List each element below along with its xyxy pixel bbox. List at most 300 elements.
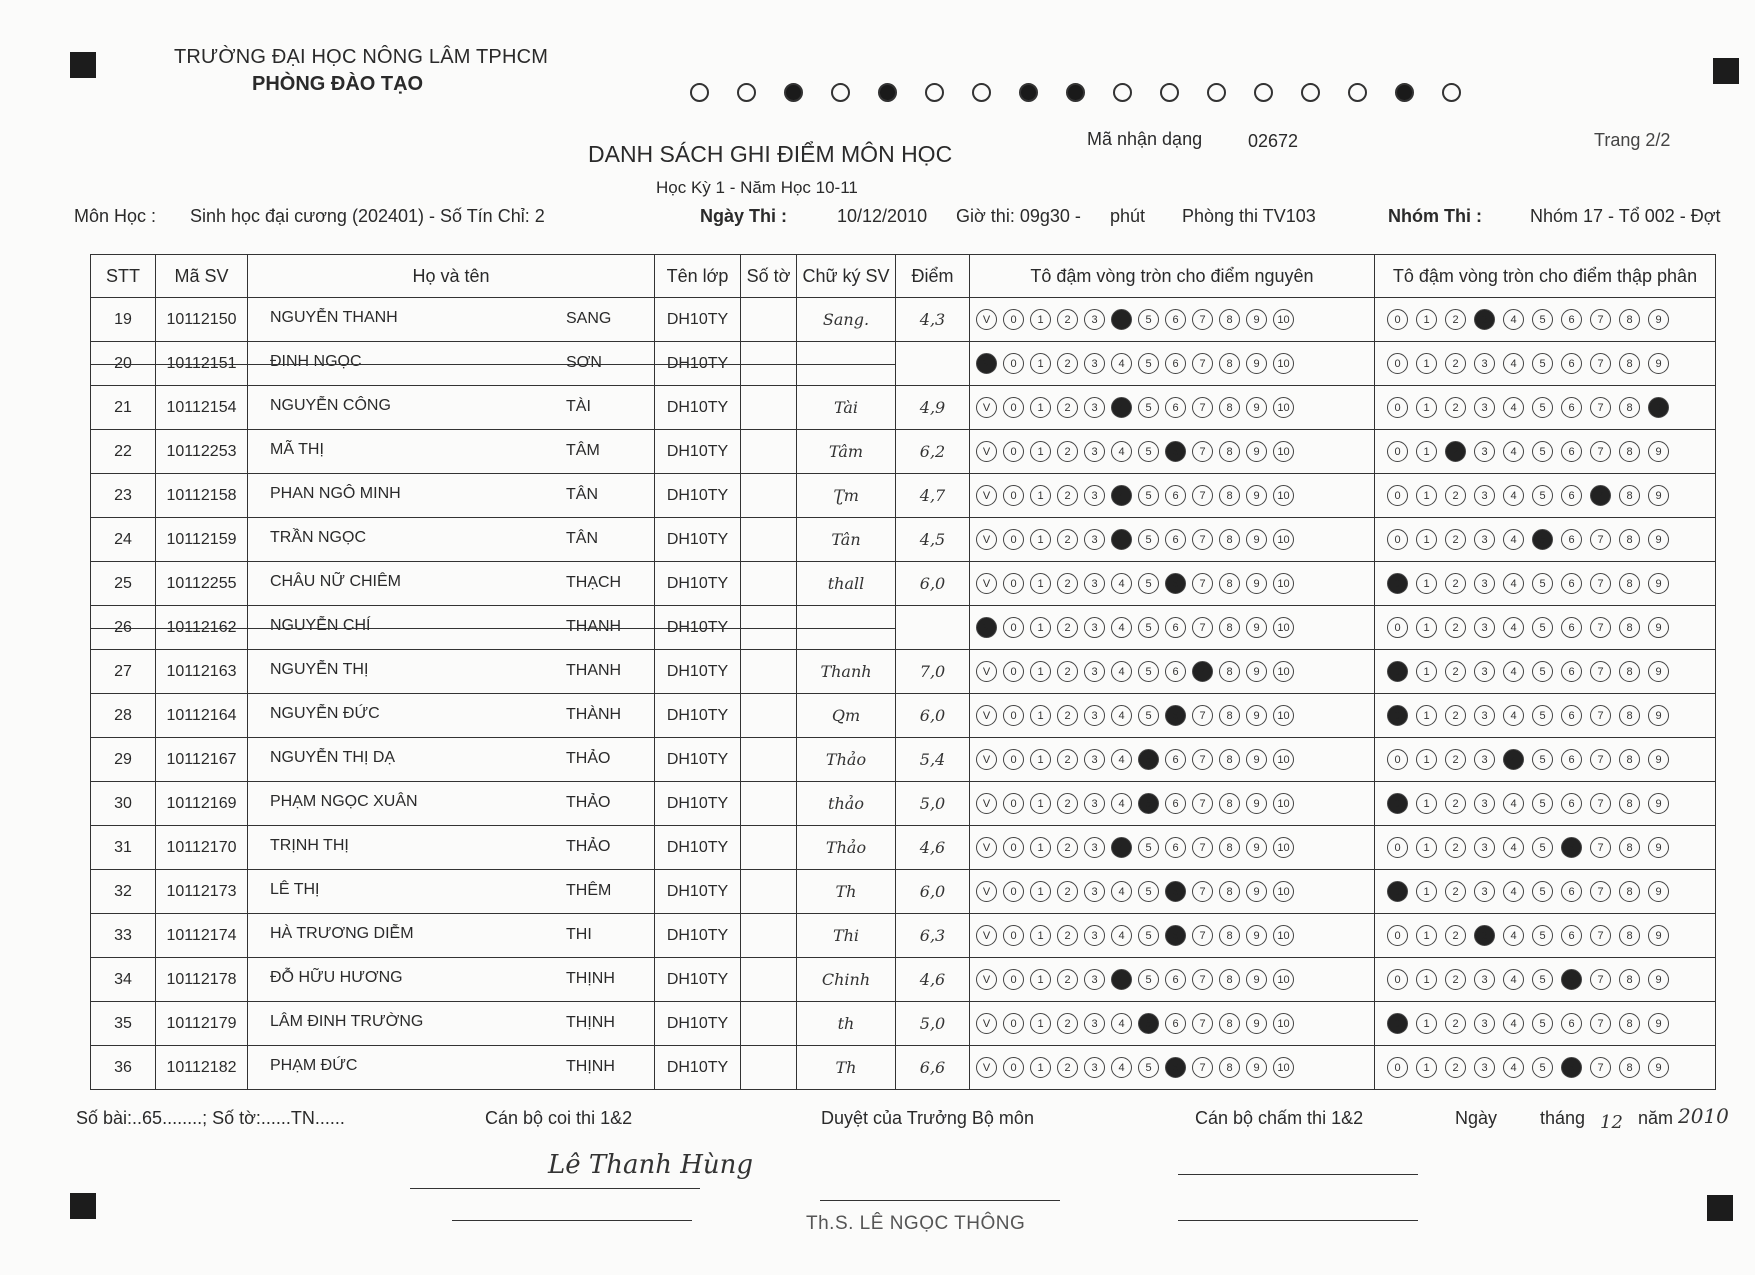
decimal-bubble[interactable]: 9 — [1648, 749, 1669, 770]
decimal-bubble[interactable]: 8 — [1619, 529, 1640, 550]
decimal-bubble[interactable]: 2 — [1445, 749, 1466, 770]
decimal-bubble[interactable]: 5 — [1532, 793, 1553, 814]
decimal-bubble[interactable]: 1 — [1416, 705, 1437, 726]
integer-bubble[interactable]: 3 — [1084, 925, 1105, 946]
integer-bubble[interactable]: 8 — [1219, 397, 1240, 418]
decimal-bubble[interactable]: 6 — [1561, 617, 1582, 638]
integer-bubble[interactable]: V — [976, 309, 997, 330]
integer-bubble[interactable]: 2 — [1057, 969, 1078, 990]
integer-bubble[interactable]: 0 — [1003, 1057, 1024, 1078]
integer-bubble[interactable]: 9 — [1246, 573, 1267, 594]
integer-bubble[interactable]: V — [976, 573, 997, 594]
decimal-bubble[interactable]: 6 — [1561, 661, 1582, 682]
integer-bubble[interactable]: 9 — [1246, 705, 1267, 726]
integer-bubble[interactable]: 5 — [1138, 573, 1159, 594]
integer-bubble[interactable]: 4 — [1111, 705, 1132, 726]
decimal-bubble[interactable]: 0 — [1387, 881, 1408, 902]
decimal-bubble[interactable]: 7 — [1590, 1057, 1611, 1078]
integer-bubble[interactable]: 7 — [1192, 309, 1213, 330]
integer-bubble[interactable]: 5 — [1138, 309, 1159, 330]
integer-bubble[interactable]: 6 — [1165, 573, 1186, 594]
integer-bubble[interactable]: 7 — [1192, 441, 1213, 462]
decimal-bubble[interactable]: 7 — [1590, 441, 1611, 462]
decimal-bubble[interactable]: 1 — [1416, 793, 1437, 814]
decimal-bubble[interactable]: 1 — [1416, 661, 1437, 682]
integer-bubble[interactable]: 6 — [1165, 705, 1186, 726]
integer-bubble[interactable]: 3 — [1084, 573, 1105, 594]
decimal-bubble[interactable]: 7 — [1590, 925, 1611, 946]
decimal-bubble[interactable]: 5 — [1532, 1057, 1553, 1078]
decimal-bubble[interactable]: 4 — [1503, 617, 1524, 638]
integer-bubble[interactable]: 7 — [1192, 969, 1213, 990]
integer-bubble[interactable]: 3 — [1084, 397, 1105, 418]
decimal-bubble[interactable]: 2 — [1445, 441, 1466, 462]
decimal-bubble[interactable]: 4 — [1503, 309, 1524, 330]
integer-bubble[interactable]: 7 — [1192, 837, 1213, 858]
integer-bubble[interactable]: 2 — [1057, 1057, 1078, 1078]
integer-bubble[interactable]: 8 — [1219, 353, 1240, 374]
integer-bubble[interactable]: 1 — [1030, 397, 1051, 418]
decimal-bubble[interactable]: 2 — [1445, 705, 1466, 726]
integer-bubble[interactable]: V — [976, 837, 997, 858]
decimal-bubble[interactable]: 3 — [1474, 749, 1495, 770]
integer-bubble[interactable]: 8 — [1219, 485, 1240, 506]
decimal-bubble[interactable]: 3 — [1474, 529, 1495, 550]
integer-bubble[interactable]: 8 — [1219, 1013, 1240, 1034]
integer-bubble[interactable]: 1 — [1030, 617, 1051, 638]
integer-bubble[interactable]: 7 — [1192, 485, 1213, 506]
integer-bubble[interactable]: 0 — [1003, 441, 1024, 462]
decimal-bubble[interactable]: 1 — [1416, 441, 1437, 462]
integer-bubble[interactable]: 1 — [1030, 925, 1051, 946]
decimal-bubble[interactable]: 2 — [1445, 661, 1466, 682]
decimal-bubble[interactable]: 5 — [1532, 309, 1553, 330]
decimal-bubble[interactable]: 3 — [1474, 353, 1495, 374]
integer-bubble[interactable]: 7 — [1192, 1013, 1213, 1034]
decimal-bubble[interactable]: 7 — [1590, 309, 1611, 330]
integer-bubble[interactable]: 7 — [1192, 573, 1213, 594]
decimal-bubble[interactable]: 8 — [1619, 485, 1640, 506]
integer-bubble[interactable]: 4 — [1111, 397, 1132, 418]
integer-bubble[interactable]: 5 — [1138, 969, 1159, 990]
integer-bubble[interactable]: 3 — [1084, 529, 1105, 550]
decimal-bubble[interactable]: 6 — [1561, 353, 1582, 374]
integer-bubble[interactable]: 1 — [1030, 441, 1051, 462]
integer-bubble[interactable]: 7 — [1192, 1057, 1213, 1078]
integer-bubble[interactable]: 7 — [1192, 617, 1213, 638]
decimal-bubble[interactable]: 2 — [1445, 353, 1466, 374]
integer-bubble[interactable]: 8 — [1219, 925, 1240, 946]
integer-bubble[interactable]: 1 — [1030, 485, 1051, 506]
integer-bubble[interactable]: 2 — [1057, 749, 1078, 770]
decimal-bubble[interactable]: 6 — [1561, 749, 1582, 770]
integer-bubble[interactable]: 1 — [1030, 1057, 1051, 1078]
decimal-bubble[interactable]: 9 — [1648, 705, 1669, 726]
integer-bubble[interactable]: 4 — [1111, 485, 1132, 506]
decimal-bubble[interactable]: 2 — [1445, 529, 1466, 550]
integer-bubble[interactable]: 6 — [1165, 969, 1186, 990]
integer-bubble[interactable]: 10 — [1273, 1013, 1294, 1034]
decimal-bubble[interactable]: 4 — [1503, 837, 1524, 858]
integer-bubble[interactable]: 8 — [1219, 749, 1240, 770]
decimal-bubble[interactable]: 3 — [1474, 793, 1495, 814]
decimal-bubble[interactable]: 0 — [1387, 485, 1408, 506]
integer-bubble[interactable]: 2 — [1057, 397, 1078, 418]
decimal-bubble[interactable]: 4 — [1503, 353, 1524, 374]
decimal-bubble[interactable]: 4 — [1503, 397, 1524, 418]
decimal-bubble[interactable]: 6 — [1561, 1057, 1582, 1078]
decimal-bubble[interactable]: 5 — [1532, 485, 1553, 506]
integer-bubble[interactable]: 10 — [1273, 353, 1294, 374]
integer-bubble[interactable]: 4 — [1111, 661, 1132, 682]
integer-bubble[interactable]: 2 — [1057, 529, 1078, 550]
decimal-bubble[interactable]: 7 — [1590, 353, 1611, 374]
decimal-bubble[interactable]: 1 — [1416, 529, 1437, 550]
integer-bubble[interactable]: 8 — [1219, 705, 1240, 726]
integer-bubble[interactable]: 5 — [1138, 1057, 1159, 1078]
integer-bubble[interactable]: 9 — [1246, 309, 1267, 330]
integer-bubble[interactable]: 0 — [1003, 573, 1024, 594]
decimal-bubble[interactable]: 6 — [1561, 309, 1582, 330]
integer-bubble[interactable]: 6 — [1165, 881, 1186, 902]
decimal-bubble[interactable]: 4 — [1503, 441, 1524, 462]
decimal-bubble[interactable]: 2 — [1445, 485, 1466, 506]
integer-bubble[interactable]: 0 — [1003, 661, 1024, 682]
integer-bubble[interactable]: 8 — [1219, 441, 1240, 462]
decimal-bubble[interactable]: 9 — [1648, 661, 1669, 682]
integer-bubble[interactable]: V — [976, 441, 997, 462]
decimal-bubble[interactable]: 7 — [1590, 529, 1611, 550]
decimal-bubble[interactable]: 4 — [1503, 485, 1524, 506]
integer-bubble[interactable]: 10 — [1273, 309, 1294, 330]
decimal-bubble[interactable]: 2 — [1445, 617, 1466, 638]
decimal-bubble[interactable]: 6 — [1561, 837, 1582, 858]
decimal-bubble[interactable]: 4 — [1503, 661, 1524, 682]
decimal-bubble[interactable]: 2 — [1445, 1013, 1466, 1034]
integer-bubble[interactable]: 2 — [1057, 617, 1078, 638]
integer-bubble[interactable]: V — [976, 661, 997, 682]
integer-bubble[interactable]: 7 — [1192, 793, 1213, 814]
decimal-bubble[interactable]: 0 — [1387, 925, 1408, 946]
integer-bubble[interactable]: 9 — [1246, 397, 1267, 418]
decimal-bubble[interactable]: 6 — [1561, 397, 1582, 418]
decimal-bubble[interactable]: 0 — [1387, 309, 1408, 330]
integer-bubble[interactable]: 8 — [1219, 969, 1240, 990]
decimal-bubble[interactable]: 7 — [1590, 397, 1611, 418]
integer-bubble[interactable]: 6 — [1165, 485, 1186, 506]
integer-bubble[interactable]: 0 — [1003, 485, 1024, 506]
decimal-bubble[interactable]: 1 — [1416, 925, 1437, 946]
integer-bubble[interactable]: 3 — [1084, 969, 1105, 990]
decimal-bubble[interactable]: 1 — [1416, 353, 1437, 374]
integer-bubble[interactable]: 1 — [1030, 793, 1051, 814]
decimal-bubble[interactable]: 1 — [1416, 397, 1437, 418]
decimal-bubble[interactable]: 2 — [1445, 837, 1466, 858]
decimal-bubble[interactable]: 7 — [1590, 661, 1611, 682]
integer-bubble[interactable]: 5 — [1138, 1013, 1159, 1034]
integer-bubble[interactable]: 2 — [1057, 1013, 1078, 1034]
integer-bubble[interactable]: 4 — [1111, 969, 1132, 990]
decimal-bubble[interactable]: 6 — [1561, 705, 1582, 726]
integer-bubble[interactable]: 8 — [1219, 573, 1240, 594]
integer-bubble[interactable]: 10 — [1273, 1057, 1294, 1078]
decimal-bubble[interactable]: 8 — [1619, 925, 1640, 946]
integer-bubble[interactable]: 0 — [1003, 1013, 1024, 1034]
integer-bubble[interactable]: 4 — [1111, 793, 1132, 814]
decimal-bubble[interactable]: 0 — [1387, 705, 1408, 726]
decimal-bubble[interactable]: 9 — [1648, 969, 1669, 990]
integer-bubble[interactable]: 1 — [1030, 529, 1051, 550]
decimal-bubble[interactable]: 1 — [1416, 1057, 1437, 1078]
integer-bubble[interactable]: 10 — [1273, 969, 1294, 990]
integer-bubble[interactable]: 10 — [1273, 925, 1294, 946]
decimal-bubble[interactable]: 6 — [1561, 793, 1582, 814]
decimal-bubble[interactable]: 2 — [1445, 793, 1466, 814]
integer-bubble[interactable]: 7 — [1192, 353, 1213, 374]
integer-bubble[interactable]: 10 — [1273, 397, 1294, 418]
decimal-bubble[interactable]: 3 — [1474, 881, 1495, 902]
integer-bubble[interactable]: 1 — [1030, 881, 1051, 902]
integer-bubble[interactable]: 5 — [1138, 529, 1159, 550]
integer-bubble[interactable]: 6 — [1165, 617, 1186, 638]
integer-bubble[interactable]: 5 — [1138, 705, 1159, 726]
decimal-bubble[interactable]: 7 — [1590, 969, 1611, 990]
decimal-bubble[interactable]: 7 — [1590, 749, 1611, 770]
integer-bubble[interactable]: 5 — [1138, 661, 1159, 682]
decimal-bubble[interactable]: 4 — [1503, 969, 1524, 990]
integer-bubble[interactable]: 4 — [1111, 353, 1132, 374]
integer-bubble[interactable]: 0 — [1003, 793, 1024, 814]
integer-bubble[interactable]: 9 — [1246, 617, 1267, 638]
decimal-bubble[interactable]: 8 — [1619, 573, 1640, 594]
decimal-bubble[interactable]: 8 — [1619, 309, 1640, 330]
decimal-bubble[interactable]: 8 — [1619, 397, 1640, 418]
integer-bubble[interactable]: 10 — [1273, 617, 1294, 638]
decimal-bubble[interactable]: 2 — [1445, 1057, 1466, 1078]
decimal-bubble[interactable]: 4 — [1503, 925, 1524, 946]
decimal-bubble[interactable]: 2 — [1445, 881, 1466, 902]
integer-bubble[interactable]: V — [976, 397, 997, 418]
integer-bubble[interactable]: 10 — [1273, 573, 1294, 594]
integer-bubble[interactable]: 9 — [1246, 529, 1267, 550]
decimal-bubble[interactable]: 0 — [1387, 749, 1408, 770]
decimal-bubble[interactable]: 1 — [1416, 309, 1437, 330]
integer-bubble[interactable]: 2 — [1057, 925, 1078, 946]
decimal-bubble[interactable]: 3 — [1474, 441, 1495, 462]
decimal-bubble[interactable]: 9 — [1648, 881, 1669, 902]
integer-bubble[interactable]: 9 — [1246, 441, 1267, 462]
integer-bubble[interactable]: V — [976, 485, 997, 506]
decimal-bubble[interactable]: 7 — [1590, 881, 1611, 902]
integer-bubble[interactable]: 9 — [1246, 485, 1267, 506]
integer-bubble[interactable]: 1 — [1030, 837, 1051, 858]
decimal-bubble[interactable]: 6 — [1561, 485, 1582, 506]
decimal-bubble[interactable]: 7 — [1590, 1013, 1611, 1034]
decimal-bubble[interactable]: 4 — [1503, 573, 1524, 594]
decimal-bubble[interactable]: 1 — [1416, 837, 1437, 858]
integer-bubble[interactable]: 5 — [1138, 397, 1159, 418]
decimal-bubble[interactable]: 3 — [1474, 309, 1495, 330]
integer-bubble[interactable]: 8 — [1219, 617, 1240, 638]
decimal-bubble[interactable]: 4 — [1503, 1057, 1524, 1078]
integer-bubble[interactable]: 1 — [1030, 661, 1051, 682]
integer-bubble[interactable]: 9 — [1246, 837, 1267, 858]
decimal-bubble[interactable]: 1 — [1416, 617, 1437, 638]
integer-bubble[interactable]: 4 — [1111, 881, 1132, 902]
integer-bubble[interactable]: 2 — [1057, 573, 1078, 594]
integer-bubble[interactable]: 0 — [1003, 529, 1024, 550]
decimal-bubble[interactable]: 3 — [1474, 837, 1495, 858]
integer-bubble[interactable]: 10 — [1273, 837, 1294, 858]
decimal-bubble[interactable]: 8 — [1619, 617, 1640, 638]
decimal-bubble[interactable]: 3 — [1474, 969, 1495, 990]
integer-bubble[interactable]: 6 — [1165, 793, 1186, 814]
integer-bubble[interactable]: 3 — [1084, 749, 1105, 770]
decimal-bubble[interactable]: 0 — [1387, 529, 1408, 550]
decimal-bubble[interactable]: 2 — [1445, 309, 1466, 330]
integer-bubble[interactable]: 0 — [1003, 353, 1024, 374]
decimal-bubble[interactable]: 3 — [1474, 1057, 1495, 1078]
integer-bubble[interactable]: 6 — [1165, 837, 1186, 858]
integer-bubble[interactable]: 3 — [1084, 617, 1105, 638]
integer-bubble[interactable]: V — [976, 1013, 997, 1034]
integer-bubble[interactable]: 5 — [1138, 749, 1159, 770]
decimal-bubble[interactable]: 2 — [1445, 969, 1466, 990]
integer-bubble[interactable]: 7 — [1192, 397, 1213, 418]
integer-bubble[interactable]: 8 — [1219, 309, 1240, 330]
integer-bubble[interactable]: 4 — [1111, 529, 1132, 550]
integer-bubble[interactable]: V — [976, 353, 997, 374]
integer-bubble[interactable]: 0 — [1003, 617, 1024, 638]
integer-bubble[interactable]: 3 — [1084, 309, 1105, 330]
integer-bubble[interactable]: 10 — [1273, 529, 1294, 550]
integer-bubble[interactable]: 7 — [1192, 881, 1213, 902]
integer-bubble[interactable]: 4 — [1111, 749, 1132, 770]
integer-bubble[interactable]: 4 — [1111, 441, 1132, 462]
integer-bubble[interactable]: 4 — [1111, 617, 1132, 638]
integer-bubble[interactable]: 8 — [1219, 661, 1240, 682]
integer-bubble[interactable]: 5 — [1138, 925, 1159, 946]
integer-bubble[interactable]: 3 — [1084, 881, 1105, 902]
decimal-bubble[interactable]: 0 — [1387, 1013, 1408, 1034]
decimal-bubble[interactable]: 5 — [1532, 749, 1553, 770]
decimal-bubble[interactable]: 4 — [1503, 881, 1524, 902]
integer-bubble[interactable]: 9 — [1246, 749, 1267, 770]
decimal-bubble[interactable]: 9 — [1648, 925, 1669, 946]
integer-bubble[interactable]: V — [976, 969, 997, 990]
integer-bubble[interactable]: 4 — [1111, 1057, 1132, 1078]
decimal-bubble[interactable]: 0 — [1387, 793, 1408, 814]
decimal-bubble[interactable]: 0 — [1387, 969, 1408, 990]
decimal-bubble[interactable]: 9 — [1648, 485, 1669, 506]
decimal-bubble[interactable]: 6 — [1561, 441, 1582, 462]
decimal-bubble[interactable]: 4 — [1503, 749, 1524, 770]
integer-bubble[interactable]: 10 — [1273, 661, 1294, 682]
decimal-bubble[interactable]: 5 — [1532, 397, 1553, 418]
decimal-bubble[interactable]: 5 — [1532, 529, 1553, 550]
decimal-bubble[interactable]: 1 — [1416, 881, 1437, 902]
integer-bubble[interactable]: 3 — [1084, 1057, 1105, 1078]
integer-bubble[interactable]: 5 — [1138, 353, 1159, 374]
integer-bubble[interactable]: 6 — [1165, 397, 1186, 418]
decimal-bubble[interactable]: 9 — [1648, 529, 1669, 550]
integer-bubble[interactable]: 6 — [1165, 661, 1186, 682]
decimal-bubble[interactable]: 9 — [1648, 573, 1669, 594]
integer-bubble[interactable]: 0 — [1003, 837, 1024, 858]
integer-bubble[interactable]: 2 — [1057, 441, 1078, 462]
integer-bubble[interactable]: 4 — [1111, 925, 1132, 946]
decimal-bubble[interactable]: 8 — [1619, 881, 1640, 902]
decimal-bubble[interactable]: 9 — [1648, 837, 1669, 858]
integer-bubble[interactable]: 8 — [1219, 837, 1240, 858]
integer-bubble[interactable]: 0 — [1003, 397, 1024, 418]
decimal-bubble[interactable]: 9 — [1648, 617, 1669, 638]
integer-bubble[interactable]: V — [976, 529, 997, 550]
decimal-bubble[interactable]: 7 — [1590, 485, 1611, 506]
integer-bubble[interactable]: V — [976, 881, 997, 902]
integer-bubble[interactable]: 7 — [1192, 925, 1213, 946]
integer-bubble[interactable]: 7 — [1192, 529, 1213, 550]
decimal-bubble[interactable]: 6 — [1561, 881, 1582, 902]
integer-bubble[interactable]: 9 — [1246, 793, 1267, 814]
integer-bubble[interactable]: 9 — [1246, 661, 1267, 682]
decimal-bubble[interactable]: 7 — [1590, 705, 1611, 726]
integer-bubble[interactable]: 3 — [1084, 705, 1105, 726]
integer-bubble[interactable]: 8 — [1219, 529, 1240, 550]
integer-bubble[interactable]: 1 — [1030, 573, 1051, 594]
integer-bubble[interactable]: 6 — [1165, 925, 1186, 946]
integer-bubble[interactable]: 2 — [1057, 353, 1078, 374]
integer-bubble[interactable]: V — [976, 705, 997, 726]
integer-bubble[interactable]: 5 — [1138, 837, 1159, 858]
integer-bubble[interactable]: 5 — [1138, 617, 1159, 638]
integer-bubble[interactable]: 5 — [1138, 485, 1159, 506]
integer-bubble[interactable]: 8 — [1219, 793, 1240, 814]
decimal-bubble[interactable]: 5 — [1532, 881, 1553, 902]
integer-bubble[interactable]: 6 — [1165, 1013, 1186, 1034]
decimal-bubble[interactable]: 6 — [1561, 969, 1582, 990]
integer-bubble[interactable]: 7 — [1192, 661, 1213, 682]
decimal-bubble[interactable]: 7 — [1590, 573, 1611, 594]
integer-bubble[interactable]: 6 — [1165, 749, 1186, 770]
integer-bubble[interactable]: V — [976, 1057, 997, 1078]
integer-bubble[interactable]: 0 — [1003, 969, 1024, 990]
decimal-bubble[interactable]: 5 — [1532, 661, 1553, 682]
decimal-bubble[interactable]: 9 — [1648, 309, 1669, 330]
integer-bubble[interactable]: 1 — [1030, 309, 1051, 330]
decimal-bubble[interactable]: 0 — [1387, 573, 1408, 594]
decimal-bubble[interactable]: 5 — [1532, 969, 1553, 990]
integer-bubble[interactable]: 6 — [1165, 1057, 1186, 1078]
decimal-bubble[interactable]: 0 — [1387, 1057, 1408, 1078]
integer-bubble[interactable]: 9 — [1246, 1057, 1267, 1078]
decimal-bubble[interactable]: 3 — [1474, 1013, 1495, 1034]
integer-bubble[interactable]: 1 — [1030, 969, 1051, 990]
integer-bubble[interactable]: 9 — [1246, 881, 1267, 902]
decimal-bubble[interactable]: 4 — [1503, 529, 1524, 550]
integer-bubble[interactable]: 8 — [1219, 1057, 1240, 1078]
decimal-bubble[interactable]: 9 — [1648, 793, 1669, 814]
integer-bubble[interactable]: 3 — [1084, 441, 1105, 462]
decimal-bubble[interactable]: 9 — [1648, 441, 1669, 462]
integer-bubble[interactable]: 9 — [1246, 925, 1267, 946]
integer-bubble[interactable]: 1 — [1030, 353, 1051, 374]
decimal-bubble[interactable]: 8 — [1619, 353, 1640, 374]
decimal-bubble[interactable]: 8 — [1619, 793, 1640, 814]
decimal-bubble[interactable]: 9 — [1648, 397, 1669, 418]
decimal-bubble[interactable]: 8 — [1619, 749, 1640, 770]
decimal-bubble[interactable]: 0 — [1387, 353, 1408, 374]
